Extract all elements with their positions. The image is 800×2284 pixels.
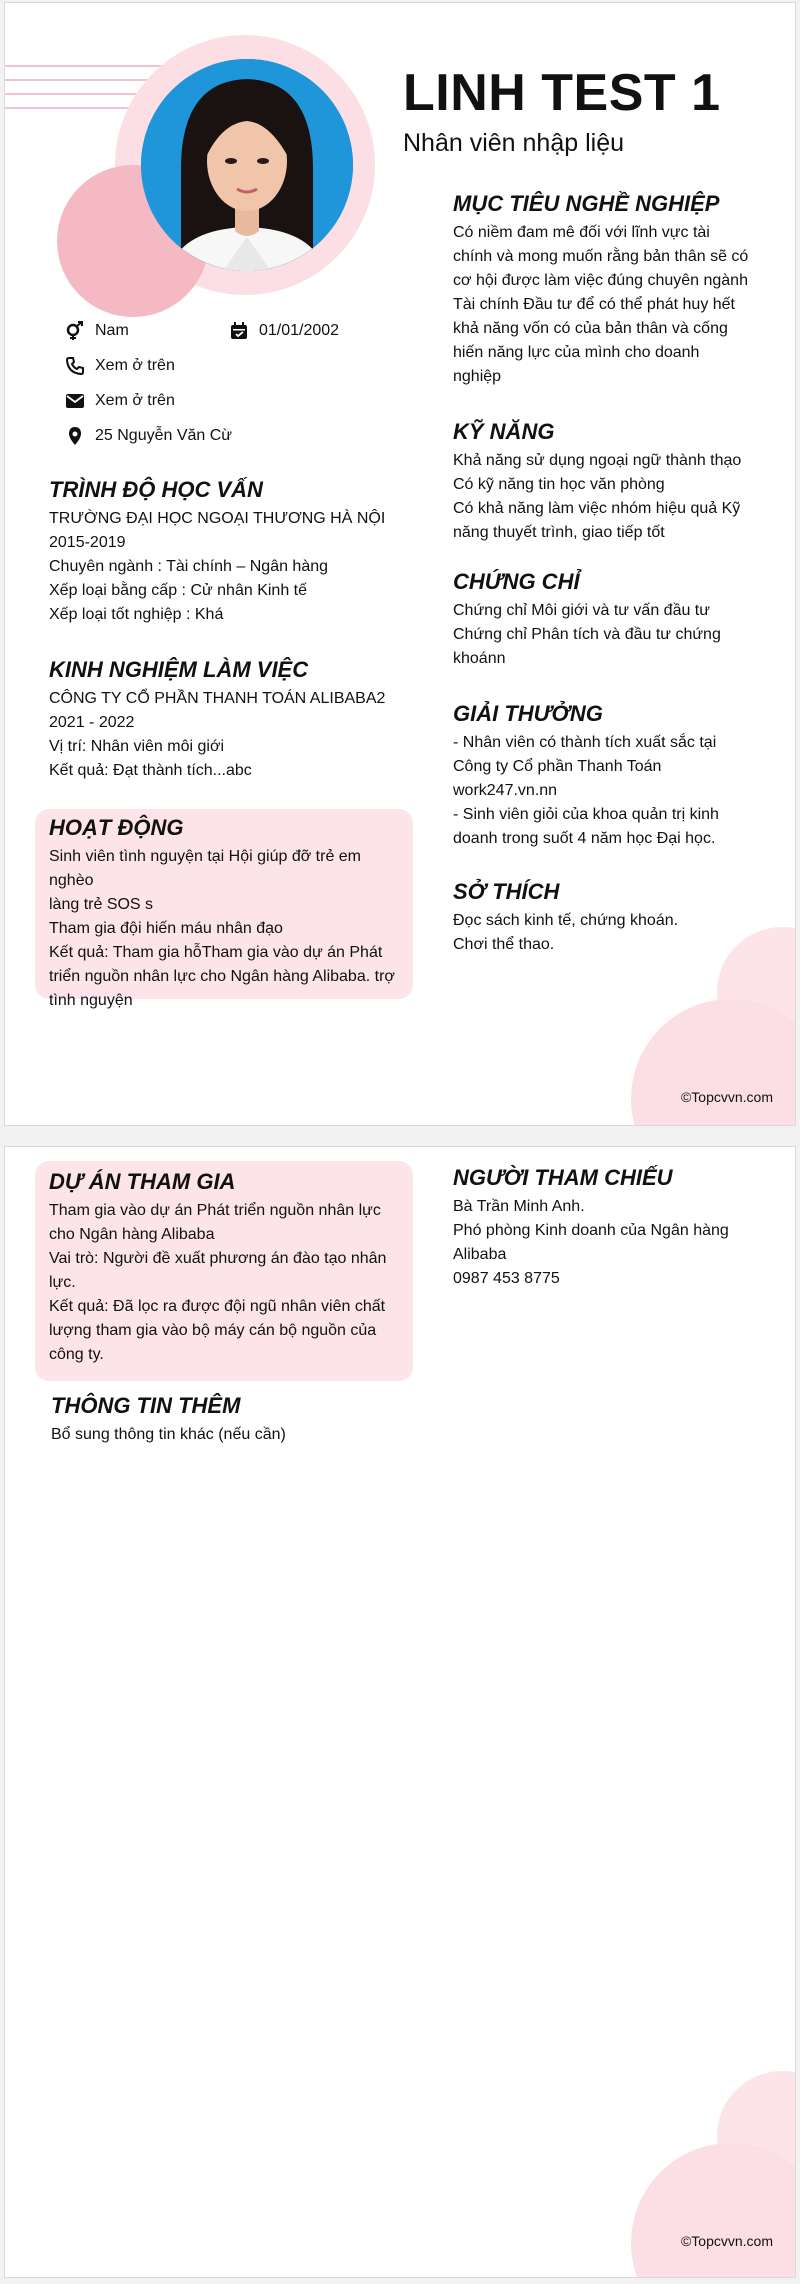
objective-line: chính và mong muốn rằng bản thân sẽ có <box>453 248 749 265</box>
education-title: TRÌNH ĐỘ HỌC VẤN <box>49 477 263 502</box>
objective-section <box>453 191 773 389</box>
skills-line: năng thuyết trình, giao tiếp tốt <box>453 524 665 541</box>
education-line: TRƯỜNG ĐẠI HỌC NGOẠI THƯƠNG HÀ NỘI <box>49 510 386 527</box>
awards-line: - Nhân viên có thành tích xuất sắc tại <box>453 734 717 751</box>
profile-photo <box>141 59 353 271</box>
email-value: Xem ở trên <box>95 392 175 409</box>
birthday-value: 01/01/2002 <box>259 322 340 339</box>
experience-line: Kết quả: Đạt thành tích...abc <box>49 762 252 779</box>
references-line: 0987 453 8775 <box>453 1270 560 1287</box>
additional-title: THÔNG TIN THÊM <box>51 1393 241 1418</box>
projects-line: Tham gia vào dự án Phát triển nguồn nhân lực <box>49 1202 381 1219</box>
cv-page-1 <box>4 2 796 1126</box>
hobbies-line: Chơi thể thao. <box>453 936 555 953</box>
education-line: Xếp loại tốt nghiệp : Khá <box>49 606 224 623</box>
awards-line: Công ty Cổ phần Thanh Toán <box>453 758 662 775</box>
experience-line: 2021 - 2022 <box>49 714 135 731</box>
skills-section <box>453 419 773 545</box>
references-line: Bà Trần Minh Anh. <box>453 1198 585 1215</box>
activities-line: làng trẻ SOS s <box>49 896 154 913</box>
objective-title: MỤC TIÊU NGHỀ NGHIỆP <box>453 191 720 216</box>
footer-copyright: ©Topcvvn.com <box>680 2233 773 2249</box>
references-line: Alibaba <box>453 1246 507 1263</box>
activities-line: tình nguyện <box>49 992 133 1009</box>
experience-line: Vị trí: Nhân viên môi giới <box>49 738 224 755</box>
references-line: Phó phòng Kinh doanh của Ngân hàng <box>453 1222 729 1239</box>
projects-section <box>49 1169 409 1367</box>
references-title: NGƯỜI THAM CHIẾU <box>453 1165 673 1190</box>
certificates-line: khoánn <box>453 650 506 667</box>
objective-line: nghiệp <box>453 368 502 385</box>
education-line: 2015-2019 <box>49 534 126 551</box>
objective-line: Có niềm đam mê đối với lĩnh vực tài <box>453 224 710 241</box>
calendar-icon <box>229 321 249 341</box>
gender-value: Nam <box>95 322 129 339</box>
hobbies-title: SỞ THÍCH <box>453 879 560 904</box>
certificates-line: Chứng chỉ Môi giới và tư vấn đầu tư <box>453 602 710 619</box>
hobbies-section <box>453 879 773 957</box>
certificates-title: CHỨNG CHỈ <box>453 569 580 594</box>
activities-line: Tham gia đội hiến máu nhân đạo <box>49 920 283 937</box>
additional-line: Bổ sung thông tin khác (nếu cần) <box>51 1426 286 1443</box>
email-icon <box>65 391 85 411</box>
awards-line: work247.vn.nn <box>453 782 558 799</box>
projects-title: DỰ ÁN THAM GIA <box>49 1169 236 1194</box>
references-section <box>453 1165 773 1291</box>
activities-title: HOẠT ĐỘNG <box>49 815 184 840</box>
certificates-line: Chứng chỉ Phân tích và đầu tư chứng <box>453 626 721 643</box>
skills-line: Khả năng sử dụng ngoại ngữ thành thạo <box>453 452 742 469</box>
education-line: Chuyên ngành : Tài chính – Ngân hàng <box>49 558 329 575</box>
phone-row <box>65 356 175 376</box>
projects-line: cho Ngân hàng Alibaba <box>49 1226 215 1243</box>
portrait-illustration <box>141 59 353 271</box>
experience-line: CÔNG TY CỔ PHẦN THANH TOÁN ALIBABA2 <box>49 690 386 707</box>
certificates-section <box>453 569 773 671</box>
gender-icon <box>65 321 85 341</box>
awards-line: doanh trong suốt 4 năm học Đại học. <box>453 830 716 847</box>
objective-line: Tài chính Đầu tư để có thể phát huy hết <box>453 296 735 313</box>
skills-line: Có kỹ năng tin học văn phòng <box>453 476 665 493</box>
projects-line: Kết quả: Đã lọc ra được đội ngũ nhân viên chất <box>49 1298 386 1315</box>
address-value: 25 Nguyễn Văn Cừ <box>95 427 233 444</box>
footer-copyright: ©Topcvvn.com <box>680 1089 773 1105</box>
objective-line: khả năng vốn có của bản thân và cống <box>453 320 728 337</box>
activities-section <box>49 815 409 1013</box>
phone-icon <box>65 356 85 376</box>
experience-title: KINH NGHIỆM LÀM VIỆC <box>49 657 309 682</box>
activities-line: triển nguồn nhân lực cho Ngân hàng Alibaba. trợ <box>49 968 395 985</box>
candidate-role: Nhân viên nhập liệu <box>403 129 624 157</box>
cv-page-2 <box>4 1146 796 2278</box>
additional-section <box>51 1393 411 1447</box>
education-line: Xếp loại bằng cấp : Cử nhân Kinh tế <box>49 582 307 599</box>
hobbies-line: Đọc sách kinh tế, chứng khoán. <box>453 912 679 929</box>
candidate-name: LINH TEST 1 <box>403 64 721 122</box>
awards-title: GIẢI THƯỞNG <box>453 701 603 726</box>
projects-line: công ty. <box>49 1346 104 1363</box>
experience-section <box>49 657 409 783</box>
gender-row <box>65 321 129 341</box>
location-pin-icon <box>65 426 85 446</box>
skills-line: Có khả năng làm việc nhóm hiệu quả Kỹ <box>453 500 741 517</box>
skills-title: KỸ NĂNG <box>453 419 555 444</box>
awards-section <box>453 701 773 851</box>
address-row <box>65 426 232 446</box>
projects-line: Vai trò: Người đề xuất phương án đào tạo nhân <box>49 1250 387 1267</box>
awards-line: - Sinh viên giỏi của khoa quản trị kinh <box>453 806 719 823</box>
objective-line: cơ hội được làm việc đúng chuyên ngành <box>453 272 748 289</box>
phone-value: Xem ở trên <box>95 357 175 374</box>
activities-line: Sinh viên tình nguyện tại Hội giúp đỡ trẻ em nghèo <box>49 848 362 889</box>
education-section <box>49 477 409 627</box>
projects-line: lượng tham gia vào bộ máy cán bộ nguồn của <box>49 1322 377 1339</box>
projects-line: lực. <box>49 1274 76 1291</box>
birthday-row <box>229 321 339 341</box>
objective-line: hiến năng lực của mình cho doanh <box>453 344 700 361</box>
activities-line: Kết quả: Tham gia hỗTham gia vào dự án Phát <box>49 944 383 961</box>
email-row <box>65 391 175 411</box>
